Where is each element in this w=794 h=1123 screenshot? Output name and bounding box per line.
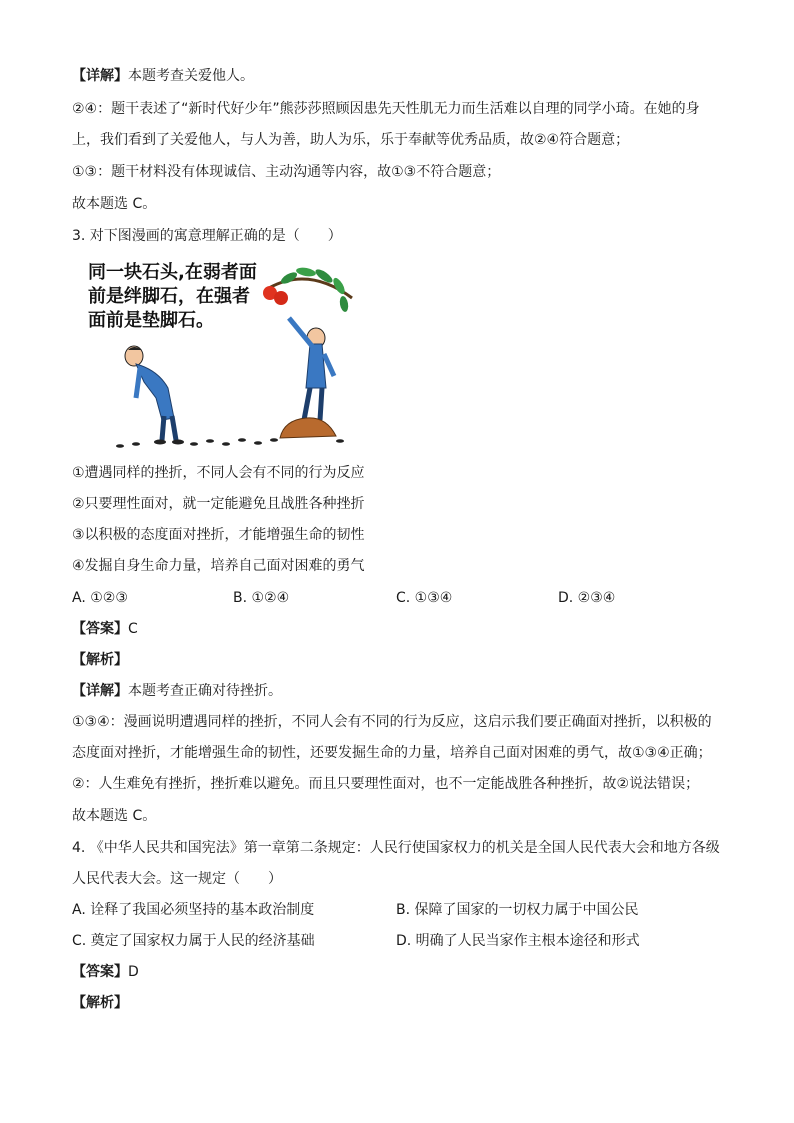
q3-answer-label: 【答案】 (72, 621, 128, 637)
q2-para1-line2: 上，我们看到了关爱他人，与人为善，助人为乐，乐于奉献等优秀品质，故②④符合题意； (72, 132, 630, 148)
q3-analysis-label: 【解析】 (72, 652, 128, 668)
q2-detail (72, 66, 254, 86)
cartoon-caption-line1: 同一块石头,在弱者面 (88, 262, 257, 283)
q3-answer (72, 619, 138, 639)
q3-para2: ②：人生难免有挫折，挫折难以避免。而且只要理性面对，也不一定能战胜各种挫折，故②说法错误； (72, 776, 700, 792)
weak-person-illustration (125, 346, 184, 445)
q3-statement-3: ③以积极的态度面对挫折，才能增强生命的韧性 (72, 527, 365, 543)
q2-detail-label: 【详解】 (72, 68, 128, 84)
q4-answer-label: 【答案】 (72, 964, 128, 980)
q2-detail-text: 本题考查关爱他人。 (128, 68, 254, 84)
footprints-illustration (116, 438, 344, 448)
q3-detail-label: 【详解】 (72, 683, 128, 699)
q2-para2: ①③：题干材料没有体现诚信、主动沟通等内容，故①③不符合题意； (72, 164, 501, 180)
q3-stem: 3. 对下图漫画的寓意理解正确的是（ ） (72, 228, 342, 244)
q3-para1-line1: ①③④：漫画说明遭遇同样的挫折，不同人会有不同的行为反应，这启示我们要正确面对挫折，以积极的 (72, 714, 712, 730)
q4-stem-line1: 4. 《中华人民共和国宪法》第一章第二条规定：人民行使国家权力的机关是全国人民代表大会和地方各级 (72, 840, 720, 856)
q4-option-d: D. 明确了人民当家作主根本途径和形式 (396, 933, 640, 949)
strong-person-illustration (280, 318, 336, 438)
q3-detail (72, 681, 282, 701)
q3-conclusion: 故本题选 C。 (72, 808, 157, 824)
q4-option-a: A. 诠释了我国必须坚持的基本政治制度 (72, 902, 315, 918)
q4-answer (72, 962, 139, 982)
q4-analysis-label: 【解析】 (72, 995, 128, 1011)
q2-conclusion: 故本题选 C。 (72, 196, 157, 212)
tree-branch-illustration (263, 266, 352, 312)
q4-answer-value: D (128, 964, 139, 980)
q3-option-a: A. ①②③ (72, 590, 128, 606)
q3-para1-line2: 态度面对挫折，才能增强生命的韧性，还要发掘生命的力量，培养自己面对困难的勇气，故①③④正确； (72, 745, 712, 761)
cartoon-caption-line2: 前是绊脚石，在强者 (88, 286, 250, 307)
q4-stem-line2: 人民代表大会。这一规定（ ） (72, 871, 282, 887)
q2-para1-line1: ②④：题干表述了“新时代好少年”熊莎莎照顾因患先天性肌无力而生活难以自理的同学小琦。在她的身 (72, 101, 700, 117)
q3-option-b: B. ①②④ (233, 590, 290, 606)
q4-option-b: B. 保障了国家的一切权力属于中国公民 (396, 902, 639, 918)
cartoon-image (84, 258, 354, 452)
q3-statement-2: ②只要理性面对，就一定能避免且战胜各种挫折 (72, 496, 365, 512)
q3-option-c: C. ①③④ (396, 590, 453, 606)
q3-detail-text: 本题考查正确对待挫折。 (128, 683, 282, 699)
cartoon-caption-line3: 面前是垫脚石。 (88, 310, 214, 331)
q3-statement-4: ④发掘自身生命力量，培养自己面对困难的勇气 (72, 558, 365, 574)
q3-answer-value: C (128, 621, 138, 637)
q4-option-c: C. 奠定了国家权力属于人民的经济基础 (72, 933, 315, 949)
q3-option-d: D. ②③④ (558, 590, 616, 606)
q3-statement-1: ①遭遇同样的挫折，不同人会有不同的行为反应 (72, 465, 365, 481)
